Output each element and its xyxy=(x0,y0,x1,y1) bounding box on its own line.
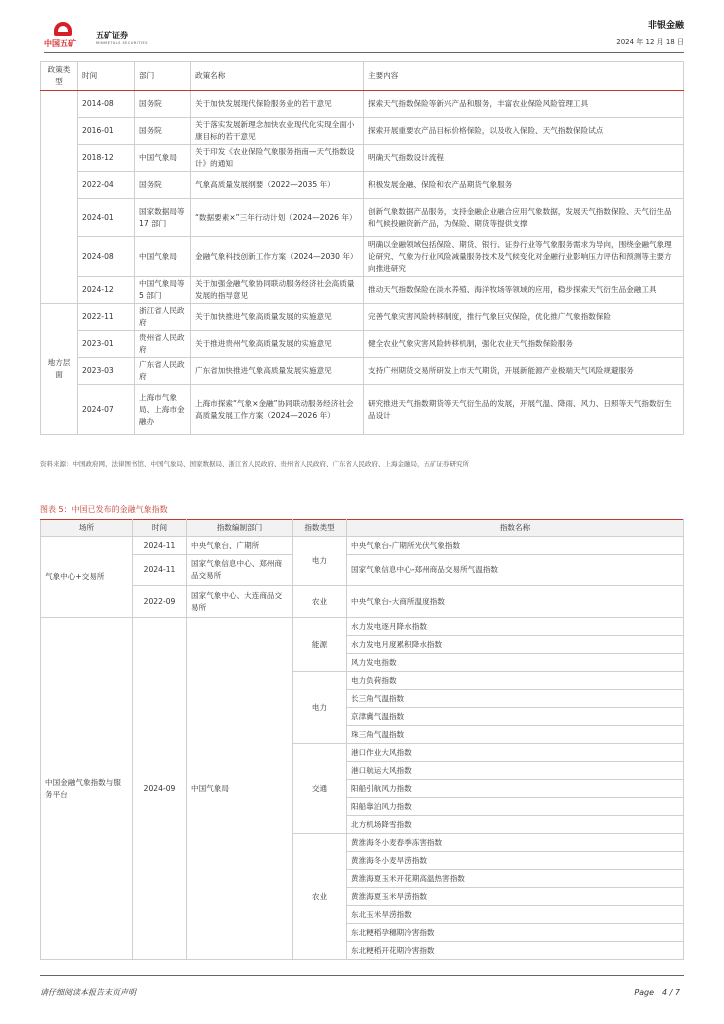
index-type-cell: 交通 xyxy=(293,744,347,834)
content-cell: 明确天气指数设计流程 xyxy=(364,145,684,172)
index-type-cell: 电力 xyxy=(293,672,347,744)
dept-cell: 上海市气象局、上海市金融办 xyxy=(135,385,191,435)
brand-name: 五矿证券 xyxy=(96,31,128,40)
index-name-cell: 东北粳稻开花期冷害指数 xyxy=(347,942,684,960)
index-name-cell: 阳船引航风力指数 xyxy=(347,780,684,798)
index-name-cell: 北方机场降雪指数 xyxy=(347,816,684,834)
index-name-cell: 中央气象台-大商所温度指数 xyxy=(347,586,684,618)
col-header-index-name: 指数名称 xyxy=(347,520,684,537)
index-name-cell: 东北粳稻孕穗期冷害指数 xyxy=(347,924,684,942)
index-name-cell: 珠三角气温指数 xyxy=(347,726,684,744)
index-name-cell: 水力发电月度累积降水指数 xyxy=(347,636,684,654)
index-type-cell: 能源 xyxy=(293,618,347,672)
content-cell: 探索天气指数保险等新兴产品和服务，丰富农业保险风险管理工具 xyxy=(364,91,684,118)
index-name-cell: 中央气象台-广期所光伏气象指数 xyxy=(347,537,684,555)
policy-name-cell: 关于印发《农业保险气象服务指南—天气指数设计》的通知 xyxy=(191,145,364,172)
policy-name-cell: 金融气象科技创新工作方案（2024—2030 年） xyxy=(191,237,364,277)
header-divider xyxy=(44,52,684,53)
dept-cell: 贵州省人民政府 xyxy=(135,331,191,358)
policy-name-cell: 广东省加快推进气象高质量发展实施意见 xyxy=(191,358,364,385)
index-name-cell: 黄淮海夏玉米开花期高温热害指数 xyxy=(347,870,684,888)
index-name-cell: 港口航运大风指数 xyxy=(347,762,684,780)
policy-name-cell: 上海市探索“气象×金融”协同联动服务经济社会高质量发展工作方案（2024—2026 年） xyxy=(191,385,364,435)
date-cell: 2023-01 xyxy=(78,331,135,358)
index-name-cell: 水力发电逐月降水指数 xyxy=(347,618,684,636)
date-cell: 2022-09 xyxy=(133,586,187,618)
index-name-cell: 阳船靠泊风力指数 xyxy=(347,798,684,816)
col-header-org: 指数编制部门 xyxy=(187,520,293,537)
col-header-policy: 政策名称 xyxy=(191,62,364,91)
content-cell: 创新气象数据产品服务，支持金融企业融合应用气象数据，发展天气指数保险、天气衍生品和气候投融资新产品，为保险、期货等提供支撑 xyxy=(364,199,684,237)
date-cell: 2024-12 xyxy=(78,277,135,304)
content-cell: 明确以金融领域包括保险、期货、银行、证券行业等气象服务需求为导向，围绕金融气象理论研究、气象为行业风险减量服务技术及气候变化对金融行业影响压力评估和预测等主要方向推进研究 xyxy=(364,237,684,277)
index-name-cell: 风力发电指数 xyxy=(347,654,684,672)
dept-cell: 广东省人民政府 xyxy=(135,358,191,385)
content-cell: 支持广州期货交易所研发上市天气期货，开展新能源产业极端天气风险规避服务 xyxy=(364,358,684,385)
col-header-dept: 部门 xyxy=(135,62,191,91)
content-cell: 研究推进天气指数期货等天气衍生品的发展，开展气温、降雨、风力、日照等天气指数衍生品设计 xyxy=(364,385,684,435)
index-table xyxy=(40,519,684,960)
dept-cell: 浙江省人民政府 xyxy=(135,304,191,331)
index-type-cell: 农业 xyxy=(293,834,347,960)
dept-cell: 国务院 xyxy=(135,172,191,199)
dept-cell: 国务院 xyxy=(135,91,191,118)
source-note: 资料来源：中国政府网、法律图书馆、中国气象局、国家数据局、浙江省人民政府、贵州省人民政府、广东省人民政府、上海金融局，五矿证券研究所 xyxy=(40,460,469,468)
index-type-cell: 电力 xyxy=(293,537,347,586)
index-name-cell: 港口作业大风指数 xyxy=(347,744,684,762)
content-cell: 积极发展金融、保险和农产品期货气象服务 xyxy=(364,172,684,199)
dept-cell: 国务院 xyxy=(135,118,191,145)
index-name-cell: 东北玉米旱涝指数 xyxy=(347,906,684,924)
dept-cell: 中国气象局 xyxy=(135,145,191,172)
policy-name-cell: 关于加快发展现代保险服务业的若干意见 xyxy=(191,91,364,118)
footer-divider xyxy=(40,975,684,976)
venue-cell: 气象中心+交易所 xyxy=(41,537,133,618)
dept-cell: 国家数据局等 17 部门 xyxy=(135,199,191,237)
report-category: 非银金融 xyxy=(647,21,684,31)
date-cell: 2024-07 xyxy=(78,385,135,435)
dept-cell: 中国气象局 xyxy=(135,237,191,277)
figure-caption: 图表 5：中国已发布的金融气象指数 xyxy=(40,505,168,514)
date-cell: 2024-01 xyxy=(78,199,135,237)
page-number: Page 4 / 7 xyxy=(634,988,680,997)
date-cell: 2024-09 xyxy=(133,618,187,960)
index-name-cell: 长三角气温指数 xyxy=(347,690,684,708)
index-name-cell: 电力负荷指数 xyxy=(347,672,684,690)
index-type-cell: 农业 xyxy=(293,586,347,618)
org-cell: 国家气象中心、大连商品交易所 xyxy=(187,586,293,618)
policy-name-cell: 关于落实发展新理念加快农业现代化实现全面小康目标的若干意见 xyxy=(191,118,364,145)
index-name-cell: 黄淮海冬小麦旱涝指数 xyxy=(347,852,684,870)
policy-name-cell: 关于加强金融气象协同联动服务经济社会高质量发展的指导意见 xyxy=(191,277,364,304)
policy-name-cell: 关于加快推进气象高质量发展的实施意见 xyxy=(191,304,364,331)
org-cell: 中央气象台、广期所 xyxy=(187,537,293,555)
org-cell: 中国气象局 xyxy=(187,618,293,960)
col-header-index-type: 指数类型 xyxy=(293,520,347,537)
index-name-cell: 京津冀气温指数 xyxy=(347,708,684,726)
date-cell: 2022-11 xyxy=(78,304,135,331)
index-name-cell: 国家气象信息中心-郑州商品交易所气温指数 xyxy=(347,555,684,586)
policy-name-cell: 关于推进贵州气象高质量发展的实施意见 xyxy=(191,331,364,358)
date-cell: 2024-11 xyxy=(133,537,187,555)
emblem-icon xyxy=(54,22,72,36)
brand-name-en: MINMETALS SECURITIES xyxy=(96,41,148,45)
policy-name-cell: “数据要素×”三年行动计划（2024—2026 年） xyxy=(191,199,364,237)
report-date: 2024 年 12 月 18 日 xyxy=(616,38,684,46)
date-cell: 2016-01 xyxy=(78,118,135,145)
policy-type-national xyxy=(41,91,78,304)
index-name-cell: 黄淮海冬小麦春季冻害指数 xyxy=(347,834,684,852)
date-cell: 2024-08 xyxy=(78,237,135,277)
org-cell: 国家气象信息中心、郑州商品交易所 xyxy=(187,555,293,586)
dept-cell: 中国气象局等 5 部门 xyxy=(135,277,191,304)
col-header-venue: 场所 xyxy=(41,520,133,537)
date-cell: 2018-12 xyxy=(78,145,135,172)
policy-name-cell: 气象高质量发展纲要（2022—2035 年） xyxy=(191,172,364,199)
date-cell: 2022-04 xyxy=(78,172,135,199)
date-cell: 2024-11 xyxy=(133,555,187,586)
content-cell: 探索开展重要农产品目标价格保险，以及收入保险、天气指数保险试点 xyxy=(364,118,684,145)
col-header-content: 主要内容 xyxy=(364,62,684,91)
date-cell: 2014-08 xyxy=(78,91,135,118)
policy-table xyxy=(40,61,684,435)
policy-type-local: 地方层面 xyxy=(41,304,78,435)
content-cell: 健全农业气象灾害风险转移机制，强化农业天气指数保险服务 xyxy=(364,331,684,358)
venue-cell: 中国金融气象指数与服务平台 xyxy=(41,618,133,960)
logo-text: 中国五矿 xyxy=(44,39,76,48)
col-header-date: 时间 xyxy=(78,62,135,91)
disclaimer-note: 请仔细阅读本报告末页声明 xyxy=(40,988,136,997)
col-header-type: 政策类型 xyxy=(41,62,78,91)
content-cell: 推动天气指数保险在淡水养殖、海洋牧场等领域的应用，稳步探索天气衍生品金融工具 xyxy=(364,277,684,304)
col-header-date: 时间 xyxy=(133,520,187,537)
content-cell: 完善气象灾害风险转移制度，推行气象巨灾保险，优化推广气象指数保险 xyxy=(364,304,684,331)
index-name-cell: 黄淮海夏玉米旱涝指数 xyxy=(347,888,684,906)
company-logo xyxy=(44,22,84,46)
date-cell: 2023-03 xyxy=(78,358,135,385)
